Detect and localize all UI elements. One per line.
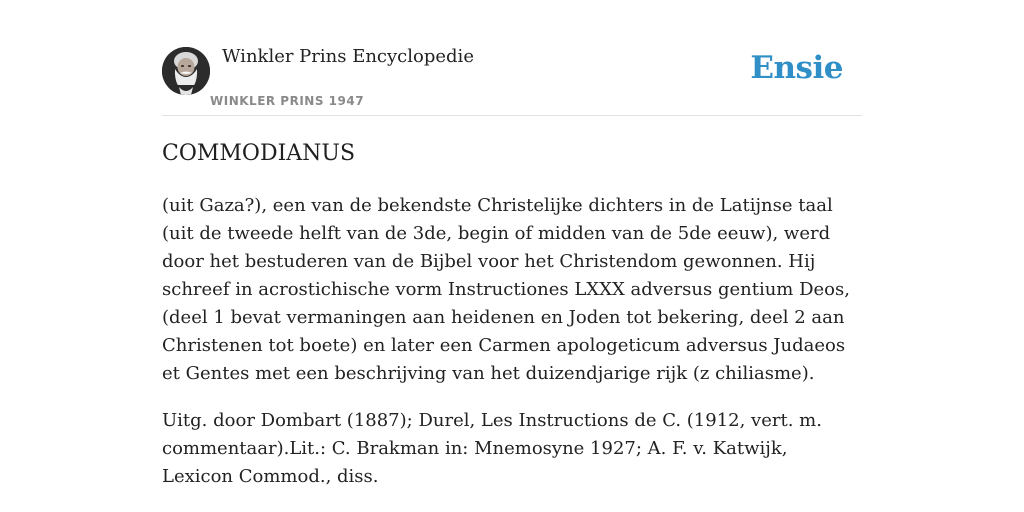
site-title[interactable]: Winkler Prins Encyclopedie <box>222 46 474 67</box>
entry-paragraph: Uitg. door Dombart (1887); Durel, Les Instructions de C. (1912, vert. m. commentaar).Lit.: C. Brakman in: Mnemosyne 1927; A. F. v. Katwijk, Lexicon Commod., diss. <box>162 410 822 487</box>
edition-label[interactable]: WINKLER PRINS 1947 <box>210 94 365 108</box>
entry-paragraph: (uit Gaza?), een van de bekendste Christelijke dichters in de Latijnse taal (uit de tweede helft van de 3de, begin of midden van de 5de eeuw), werd door het bestuderen van de Bijbel voor het Christendom gewonnen. Hij schreef in acrostichische vorm Instructiones LXXX adversus gentium Deos, (deel 1 bevat vermaningen aan heidenen en Joden tot bekering, deel 2 aan Christenen tot boete) en later een Carmen apologeticum adversus Judaeos et Gentes met een beschrijving van het duizendjarige rijk (z chiliasme). <box>162 195 850 384</box>
page <box>162 0 862 512</box>
entry-title: COMMODIANUS <box>162 141 356 166</box>
header <box>162 0 862 116</box>
brand-logo[interactable]: Ensie <box>750 50 843 86</box>
bearded-man-portrait-icon[interactable] <box>162 47 210 95</box>
